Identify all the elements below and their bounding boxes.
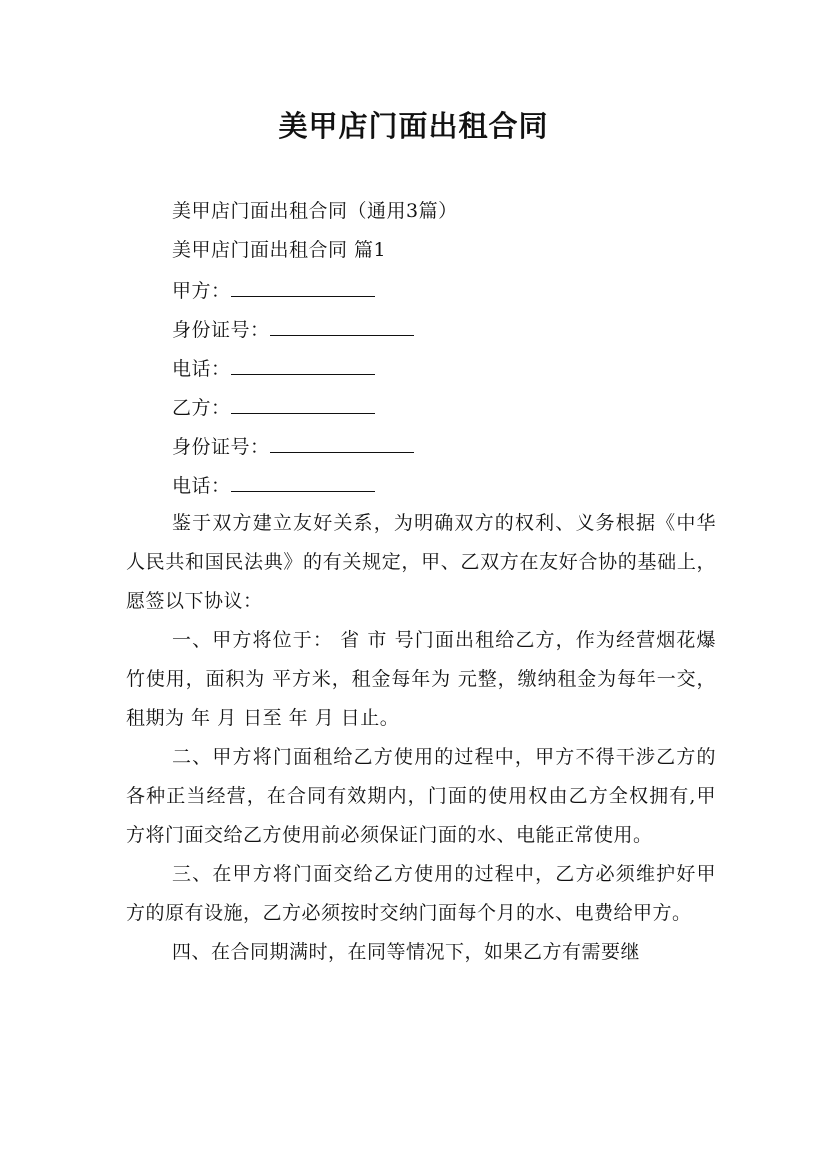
field-label: 身份证号： bbox=[172, 436, 270, 458]
party-a-id-field bbox=[126, 309, 716, 348]
field-label: 电话： bbox=[172, 358, 231, 380]
field-label: 电话： bbox=[172, 475, 231, 497]
field-label: 甲方： bbox=[172, 280, 231, 302]
section-heading: 美甲店门面出租合同 篇1 bbox=[172, 239, 387, 261]
paragraph-clause-3: 三、在甲方将门面交给乙方使用的过程中，乙方必须维护好甲方的原有设施，乙方必须按时交纳门面每个月的水、电费给甲方。 bbox=[126, 863, 716, 924]
fill-in-blank bbox=[231, 465, 375, 492]
party-b-id-field bbox=[126, 426, 716, 465]
party-a-phone-field bbox=[126, 348, 716, 387]
paragraph-clause-1: 一、甲方将位于： 省 市 号门面出租给乙方，作为经营烟花爆竹使用，面积为 平方米，租金每年为 元整，缴纳租金为每年一交，租期为 年 月 日至 年 月 日止。 bbox=[126, 629, 716, 729]
fill-in-blank bbox=[231, 270, 375, 297]
fill-in-blank bbox=[231, 348, 375, 375]
paragraph-clause-2: 二、甲方将门面租给乙方使用的过程中，甲方不得干涉乙方的各种正当经营，在合同有效期内，门面的使用权由乙方全权拥有,甲方将门面交给乙方使用前必须保证门面的水、电能正常使用。 bbox=[126, 746, 716, 846]
party-b-name-field bbox=[126, 387, 716, 426]
paragraph-preamble: 鉴于双方建立友好关系，为明确双方的权利、义务根据《中华人民共和国民法典》的有关规定，甲、乙双方在友好合协的基础上，愿签以下协议： bbox=[126, 512, 716, 612]
document-body bbox=[126, 192, 716, 972]
party-b-phone-field bbox=[126, 465, 716, 504]
paragraph-clause-4: 四、在合同期满时，在同等情况下，如果乙方有需要继 bbox=[172, 941, 641, 963]
field-label: 身份证号： bbox=[172, 319, 270, 341]
document-title: 美甲店门面出租合同 bbox=[278, 109, 549, 143]
party-a-name-field bbox=[126, 270, 716, 309]
document-subtitle: 美甲店门面出租合同（通用3篇） bbox=[172, 200, 458, 222]
fill-in-blank bbox=[231, 387, 375, 414]
field-label: 乙方： bbox=[172, 397, 231, 419]
fill-in-blank bbox=[270, 426, 414, 453]
fill-in-blank bbox=[270, 309, 414, 336]
